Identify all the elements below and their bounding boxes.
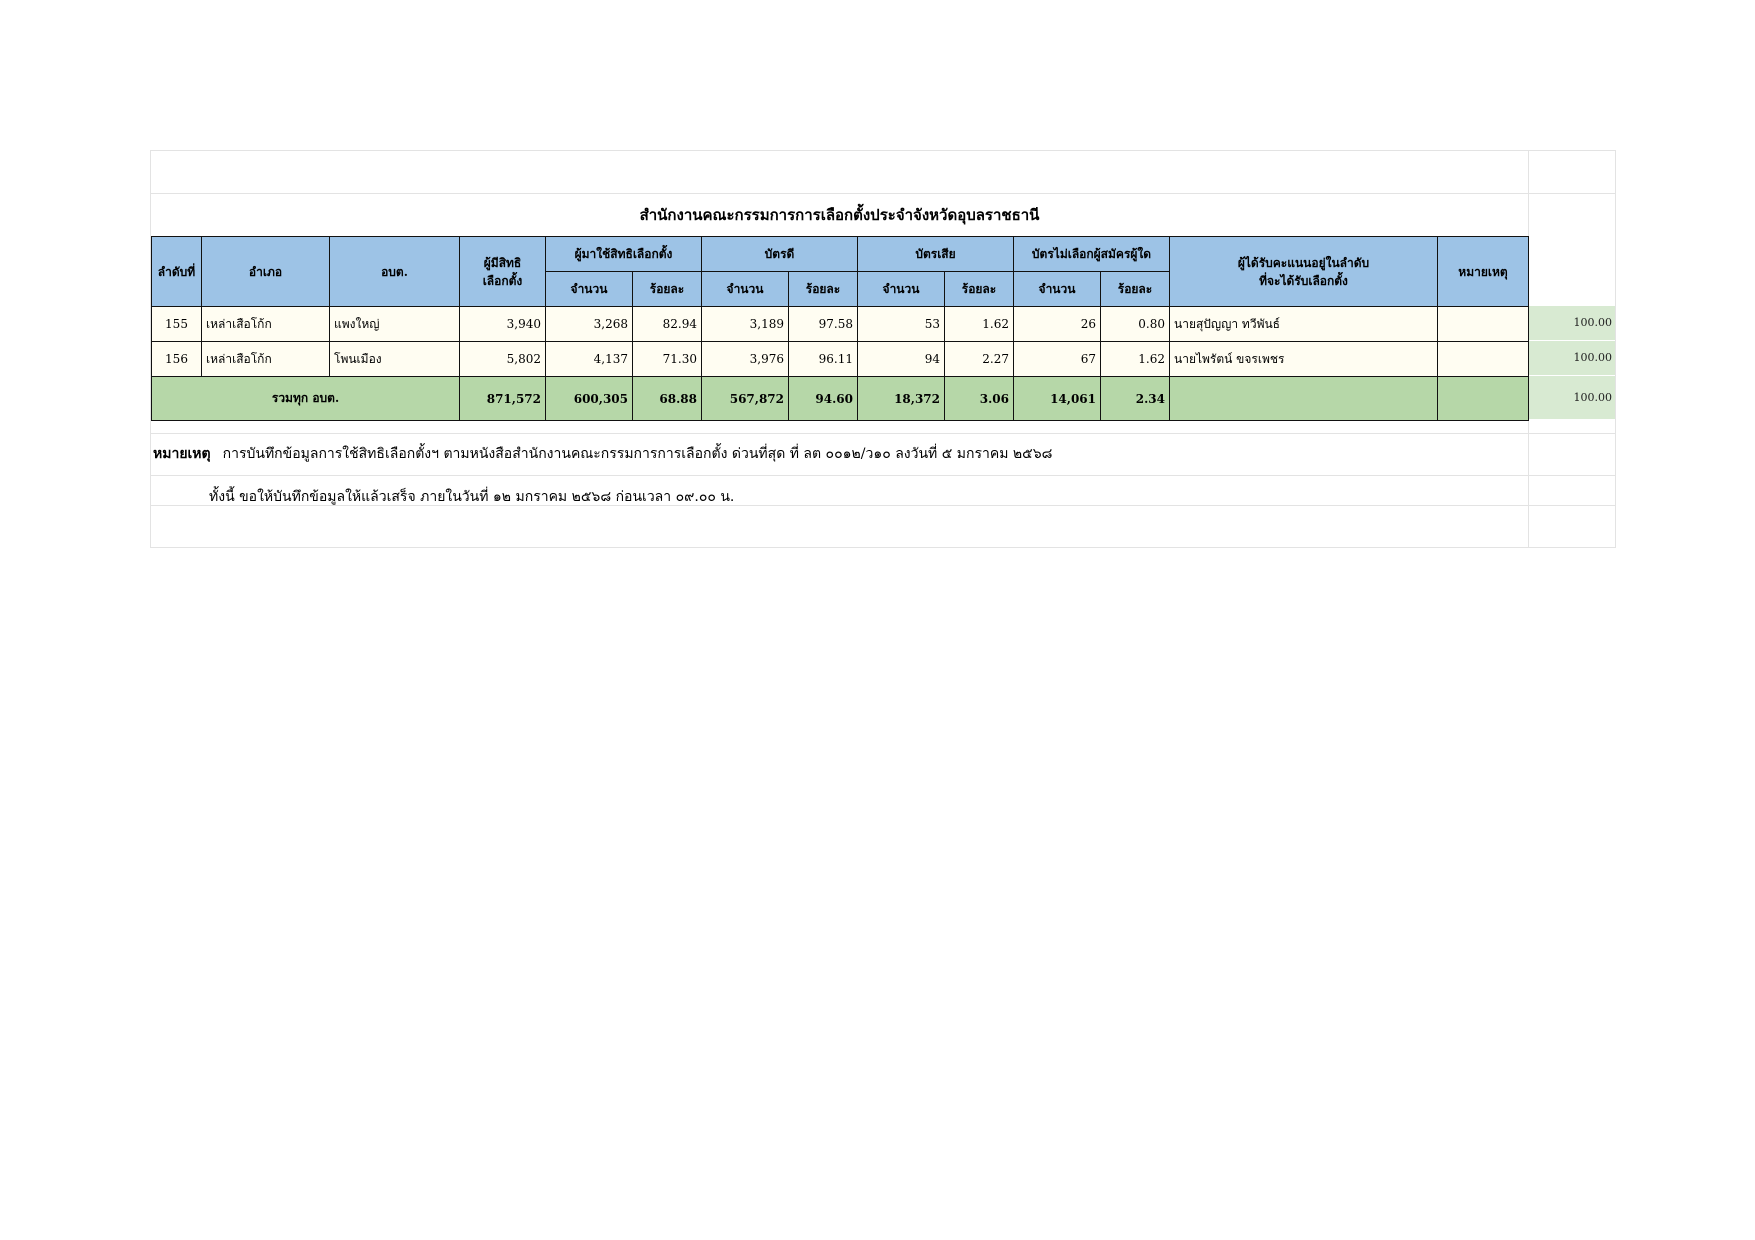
note-label: หมายเหตุ	[153, 446, 211, 462]
election-results-table	[151, 236, 1529, 421]
cell-winner: นายสุปัญญา ทวีพันธ์	[1170, 307, 1438, 342]
header-eligible-line1: ผู้มีสิทธิ	[483, 255, 522, 270]
header-remark: หมายเหตุ	[1438, 237, 1529, 307]
total-row	[152, 377, 1529, 421]
subheader-percent: ร้อยละ	[1101, 272, 1170, 307]
cell-bad-pct: 1.62	[945, 307, 1014, 342]
cell-good: 3,189	[702, 307, 789, 342]
cell-remark	[1438, 342, 1529, 377]
cell-voters-pct: 82.94	[633, 307, 702, 342]
header-eligible	[460, 237, 546, 307]
header-no-vote: บัตรไม่เลือกผู้สมัครผู้ใด	[1014, 237, 1170, 272]
total-bad-pct: 3.06	[945, 377, 1014, 421]
total-good-pct: 94.60	[789, 377, 858, 421]
subheader-count: จำนวน	[546, 272, 633, 307]
subheader-percent: ร้อยละ	[789, 272, 858, 307]
subheader-count: จำนวน	[1014, 272, 1101, 307]
header-district: อำเภอ	[202, 237, 330, 307]
note-text-1: การบันทึกข้อมูลการใช้สิทธิเลือกตั้งฯ ตามหนังสือสำนักงานคณะกรรมการการเลือกตั้ง ด่วนที่สุด ที่ ลต ๐๐๑๒/ว๑๐ ลงวันที่ ๕ มกราคม ๒๕๖๘	[222, 446, 1053, 462]
subheader-count: จำนวน	[702, 272, 789, 307]
cell-district: เหล่าเสือโก้ก	[202, 307, 330, 342]
header-winner-line2: ที่จะได้รับเลือกตั้ง	[1259, 273, 1348, 288]
cell-voters: 3,268	[546, 307, 633, 342]
cell-voters: 4,137	[546, 342, 633, 377]
table-row	[152, 307, 1529, 342]
header-bad-ballots: บัตรเสีย	[858, 237, 1014, 272]
table-row	[152, 342, 1529, 377]
total-voters: 600,305	[546, 377, 633, 421]
report-title: สำนักงานคณะกรรมการการเลือกตั้งประจำจังหวัดอุบลราชธานี	[639, 206, 1040, 224]
cell-seq: 155	[152, 307, 202, 342]
cell-bad: 94	[858, 342, 945, 377]
subheader-percent: ร้อยละ	[945, 272, 1014, 307]
header-winner	[1170, 237, 1438, 307]
cell-good-pct: 96.11	[789, 342, 858, 377]
header-voters: ผู้มาใช้สิทธิเลือกตั้ง	[546, 237, 702, 272]
total-remark-empty	[1438, 377, 1529, 421]
check-cell-total: 100.00	[1529, 376, 1615, 419]
total-novote-pct: 2.34	[1101, 377, 1170, 421]
cell-eligible: 5,802	[460, 342, 546, 377]
check-cell: 100.00	[1529, 341, 1615, 375]
note-line-2: ทั้งนี้ ขอให้บันทึกข้อมูลให้แล้วเสร็จ ภายในวันที่ ๑๒ มกราคม ๒๕๖๘ ก่อนเวลา ๐๙.๐๐ น.	[209, 489, 735, 505]
cell-novote: 67	[1014, 342, 1101, 377]
header-good-ballots: บัตรดี	[702, 237, 858, 272]
header-seq: ลำดับที่	[152, 237, 202, 307]
total-label: รวมทุก อบต.	[152, 377, 460, 421]
spreadsheet-page	[150, 150, 1616, 548]
cell-seq: 156	[152, 342, 202, 377]
cell-novote: 26	[1014, 307, 1101, 342]
check-cell: 100.00	[1529, 306, 1615, 340]
cell-novote-pct: 1.62	[1101, 342, 1170, 377]
cell-sao: โพนเมือง	[330, 342, 460, 377]
total-voters-pct: 68.88	[633, 377, 702, 421]
header-eligible-line2: เลือกตั้ง	[482, 273, 523, 288]
cell-good: 3,976	[702, 342, 789, 377]
cell-eligible: 3,940	[460, 307, 546, 342]
total-bad: 18,372	[858, 377, 945, 421]
total-novote: 14,061	[1014, 377, 1101, 421]
total-good: 567,872	[702, 377, 789, 421]
subheader-percent: ร้อยละ	[633, 272, 702, 307]
header-winner-line1: ผู้ได้รับคะแนนอยู่ในลำดับ	[1237, 255, 1370, 270]
cell-winner: นายไพรัตน์ ขจรเพชร	[1170, 342, 1438, 377]
cell-bad: 53	[858, 307, 945, 342]
cell-voters-pct: 71.30	[633, 342, 702, 377]
total-eligible: 871,572	[460, 377, 546, 421]
total-winner-empty	[1170, 377, 1438, 421]
note-line-1	[153, 433, 1052, 475]
cell-bad-pct: 2.27	[945, 342, 1014, 377]
subheader-count: จำนวน	[858, 272, 945, 307]
cell-good-pct: 97.58	[789, 307, 858, 342]
cell-novote-pct: 0.80	[1101, 307, 1170, 342]
cell-remark	[1438, 307, 1529, 342]
cell-district: เหล่าเสือโก้ก	[202, 342, 330, 377]
cell-sao: แพงใหญ่	[330, 307, 460, 342]
header-sao: อบต.	[330, 237, 460, 307]
